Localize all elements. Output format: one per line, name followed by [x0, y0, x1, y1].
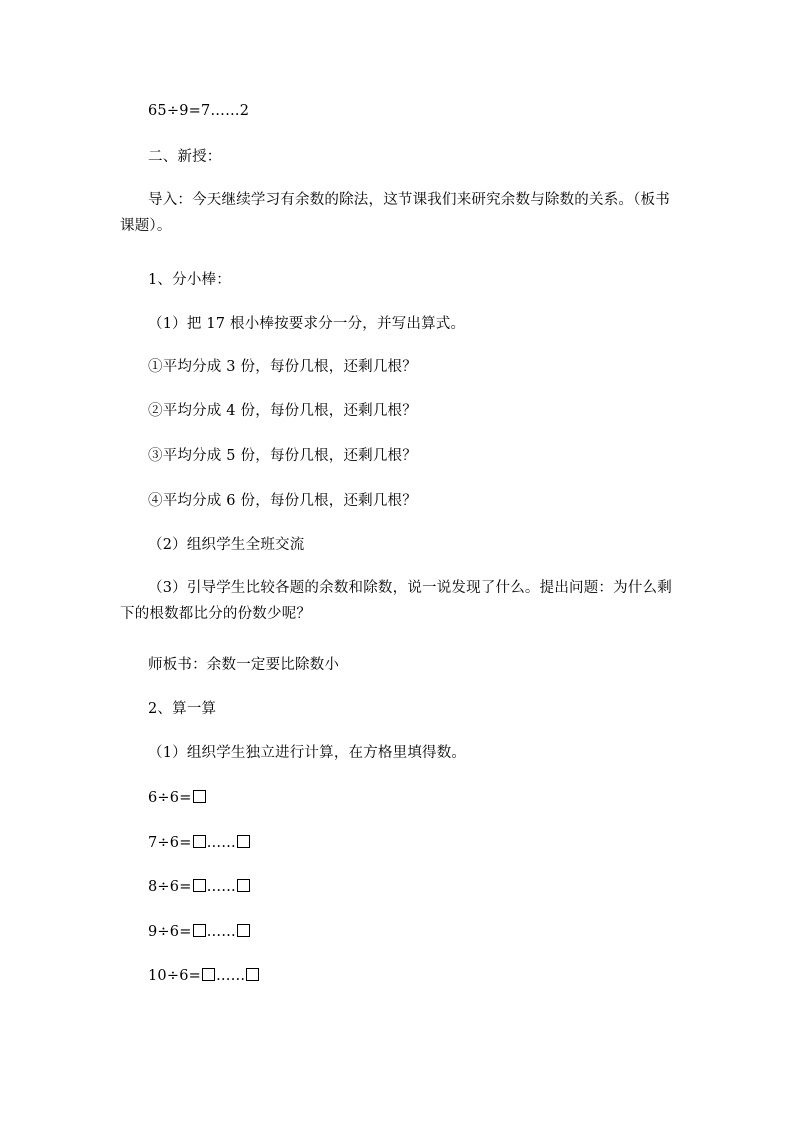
remainder-box: [237, 879, 250, 892]
intro-paragraph: 导入：今天继续学习有余数的除法，这节课我们来研究余数与除数的关系。（板书课题）。: [120, 192, 670, 234]
remainder-box: [237, 835, 250, 848]
subheading-calculate: 2、算一算: [148, 701, 217, 717]
remainder-dots: ……: [206, 924, 236, 940]
remainder-dots: ……: [215, 968, 246, 984]
answer-box: [193, 879, 206, 892]
equation-row: [148, 833, 251, 853]
step-compare-remainder: （3）引导学生比较各题的余数和除数，说一说发现了什么。提出问题：为什么剩下的根数都比分的份数少呢？: [120, 580, 672, 622]
review-equation: 65÷9=7……2: [148, 103, 250, 119]
question-4-parts: ②平均分成 4 份，每份几根，还剩几根？: [148, 403, 417, 419]
remainder-dots: ……: [206, 879, 236, 895]
equation-row: [148, 788, 207, 808]
equation-lhs: 7÷6=: [148, 835, 192, 851]
question-5-parts: ③平均分成 5 份，每份几根，还剩几根？: [148, 448, 417, 464]
question-6-parts: ④平均分成 6 份，每份几根，还剩几根？: [148, 493, 417, 509]
answer-box: [202, 968, 215, 981]
answer-box: [193, 790, 206, 803]
instruction-17-sticks: （1）把 17 根小棒按要求分一分，并写出算式。: [148, 316, 466, 332]
equation-lhs: 6÷6=: [148, 790, 192, 806]
section-heading-new-lesson: 二、新授：: [148, 149, 222, 165]
remainder-box: [237, 924, 250, 937]
step-class-discussion: （2）组织学生全班交流: [148, 537, 305, 553]
subheading-divide-sticks: 1、分小棒：: [148, 272, 231, 288]
equation-row: [148, 966, 260, 986]
equation-row: [148, 922, 251, 942]
instruction-fill-boxes: （1）组织学生独立进行计算，在方格里填得数。: [148, 745, 467, 761]
remainder-dots: ……: [206, 835, 236, 851]
equation-lhs: 9÷6=: [148, 924, 192, 940]
remainder-box: [246, 968, 259, 981]
answer-box: [193, 924, 206, 937]
equation-row: [148, 877, 251, 897]
answer-box: [193, 835, 206, 848]
blackboard-note: 师板书：余数一定要比除数小: [148, 657, 340, 673]
question-3-parts: ①平均分成 3 份，每份几根，还剩几根？: [148, 359, 417, 375]
equation-lhs: 8÷6=: [148, 879, 192, 895]
equation-lhs: 10÷6=: [148, 968, 201, 984]
